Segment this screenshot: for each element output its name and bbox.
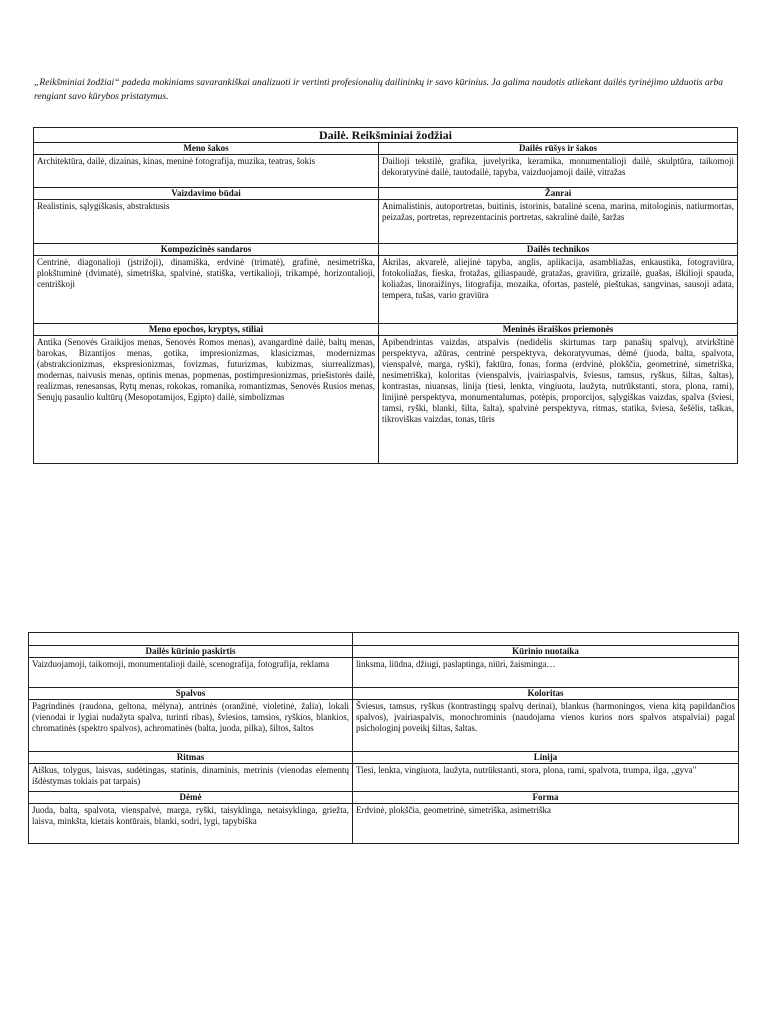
- header-epochs: Meno epochos, kryptys, stiliai: [34, 324, 379, 336]
- header-composition: Kompozicinės sandaros: [34, 244, 379, 256]
- header-art-branches: Meno šakos: [34, 143, 379, 155]
- header-rhythm: Ritmas: [29, 752, 353, 764]
- text-mood: linksma, liūdna, džiugi, paslaptinga, niūri, žaisminga…: [353, 658, 739, 688]
- header-genres: Žanrai: [379, 188, 738, 200]
- analysis-table: [28, 632, 739, 844]
- header-spot: Dėmė: [29, 792, 353, 804]
- keywords-table: [33, 127, 738, 464]
- text-expression-means: Apibendrintas vaizdas, atspalvis (nedidelis skirtumas tarp panašių spalvų), atvirkštinė perspektyva, ažūras, centrinė perspektyva, dekoratyvumas, dėmė (juoda, balta, spalvota, vienspalvė, marga, ryški), faktūra, fonas, forma (erdvinė, plokščia, geometrinė, simetriška, nesimetriška), koloritas (vienspalvis, įvairiaspalvis, šviesus, tamsus, ryškus, šiltas, šaltas), kontrastas, niuansas, linija (tiesi, lenkta, vingiuota, laužyta, nutrūkstanti, stora, plona, rami), linijinė perspektyva, monumentalumas, potėpis, proporcijos, sąlygiškas vaizdas, spalva (šviesi, tamsi, ryški, blanki, šilta, šalta), spalvinė perspektyva, ritmas, statika, šviesa, šešėlis, taškas, tikroviškas vaizdas, tonas, tūris: [379, 336, 738, 464]
- header-colors: Spalvos: [29, 688, 353, 700]
- empty-cell: [29, 633, 353, 646]
- text-techniques: Akrilas, akvarelė, aliejinė tapyba, anglis, aplikacija, asambliažas, enkaustika, fotograviūra, fotokoliažas, fieska, frotažas, giliaspaudė, gratažas, graviūra, grizailė, guašas, iškilioji spauda, koliažas, linoraižinys, litografija, mozaika, ofortas, pastelė, pieštukas, sangvinas, sausoji adata, tempera, tušas, vario graviūra: [379, 256, 738, 324]
- header-techniques: Dailės technikos: [379, 244, 738, 256]
- header-depiction-methods: Vaizdavimo būdai: [34, 188, 379, 200]
- header-purpose: Dailės kūrinio paskirtis: [29, 646, 353, 658]
- intro-paragraph: „Reikšminiai žodžiai“ padeda mokiniams savarankiškai analizuoti ir vertinti profesionalių dailininkų ir savo kūrinius. Ja galima naudotis atliekant dailės tyrinėjimo užduotis arba rengiant savo kūrybos pristatymus.: [34, 77, 724, 102]
- header-expression-means: Meninės išraiškos priemonės: [379, 324, 738, 336]
- text-art-types: Dailioji tekstilė, grafika, juvelyrika, keramika, monumentalioji dailė, skulptūra, taikomoji dekoratyvinė dailė, tautodailė, tapyba, vaizduojamoji dailė, vitražas: [379, 155, 738, 188]
- text-coloring: Šviesus, tamsus, ryškus (kontrastingų spalvų derinai), blankus (harmoningos, viena kitą papildančios spalvos), įvairiaspalvis, monochrominis (naudojama vienos kurios nors spalvos atspalviai) pagal psichologinį poveikį šiltas, šaltas.: [353, 700, 739, 752]
- header-line: Linija: [353, 752, 739, 764]
- text-genres: Animalistinis, autoportretas, buitinis, istorinis, batalinė scena, marina, mitologinis, natiurmortas, peizažas, portretas, reprezentacinis portretas, sakralinė dailė, šaržas: [379, 200, 738, 244]
- text-purpose: Vaizduojamoji, taikomoji, monumentalioji dailė, scenografija, fotografija, reklama: [29, 658, 353, 688]
- text-colors: Pagrindinės (raudona, geltona, mėlyna), antrinės (oranžinė, violetinė, žalia), lokali (vienodai ir lygiai nudažyta spalva, turinti ribas), šviesios, tamsios, ryškios, blankios, chromatinės (spektro spalvos), achromatinės (balta, juoda, pilka), šiltos, šaltos: [29, 700, 353, 752]
- text-art-branches: Architektūra, dailė, dizainas, kinas, meninė fotografija, muzika, teatras, šokis: [34, 155, 379, 188]
- header-mood: Kūrinio nuotaika: [353, 646, 739, 658]
- text-composition: Centrinė, diagonalioji (įstrižoji), dinamiška, erdvinė (trimatė), grafinė, nesimetriška, plokštuminė (dvimatė), simetriška, spalvinė, statiška, vertikalioji, trikampė, horizontalioji, centriškoji: [34, 256, 379, 324]
- table-title: Dailė. Reikšminiai žodžiai: [34, 128, 738, 143]
- text-depiction-methods: Realistinis, sąlygiškasis, abstraktusis: [34, 200, 379, 244]
- header-coloring: Koloritas: [353, 688, 739, 700]
- text-epochs: Antika (Senovės Graikijos menas, Senovės Romos menas), avangardinė dailė, baltų menas, barokas, Bizantijos menas, gotika, impresionizmas, klasicizmas, modernizmas (abstrakcionizmas, ekspresionizmas, fovizmas, futurizmas, kubizmas, siurrealizmas), modernas, naivusis menas, optinis menas, popmenas, postimpresionizmas, priešistorės dailė, realizmas, renesansas, Rytų menas, rokokas, romanika, romantizmas, Senovės Rusios menas, Senųjų pasaulio kultūrų (Mesopotamijos, Egipto) dailė, simbolizmas: [34, 336, 379, 464]
- header-form: Forma: [353, 792, 739, 804]
- text-spot: Juoda, balta, spalvota, vienspalvė, marga, ryški, taisyklinga, netaisyklinga, griežta, laisva, minkšta, kietais kontūrais, blanki, sodri, lygi, tapybiška: [29, 804, 353, 844]
- empty-cell: [353, 633, 739, 646]
- text-rhythm: Aiškus, tolygus, laisvas, sudėtingas, statinis, dinaminis, metrinis (vienodas elementų išdėstymas tokiais pat tarpais): [29, 764, 353, 792]
- text-line: Tiesi, lenkta, vingiuota, laužyta, nutrūkstanti, stora, plona, rami, spalvota, trumpa, ilga, „gyva": [353, 764, 739, 792]
- text-form: Erdvinė, plokščia, geometrinė, simetriška, asimetriška: [353, 804, 739, 844]
- header-art-types: Dailės rūšys ir šakos: [379, 143, 738, 155]
